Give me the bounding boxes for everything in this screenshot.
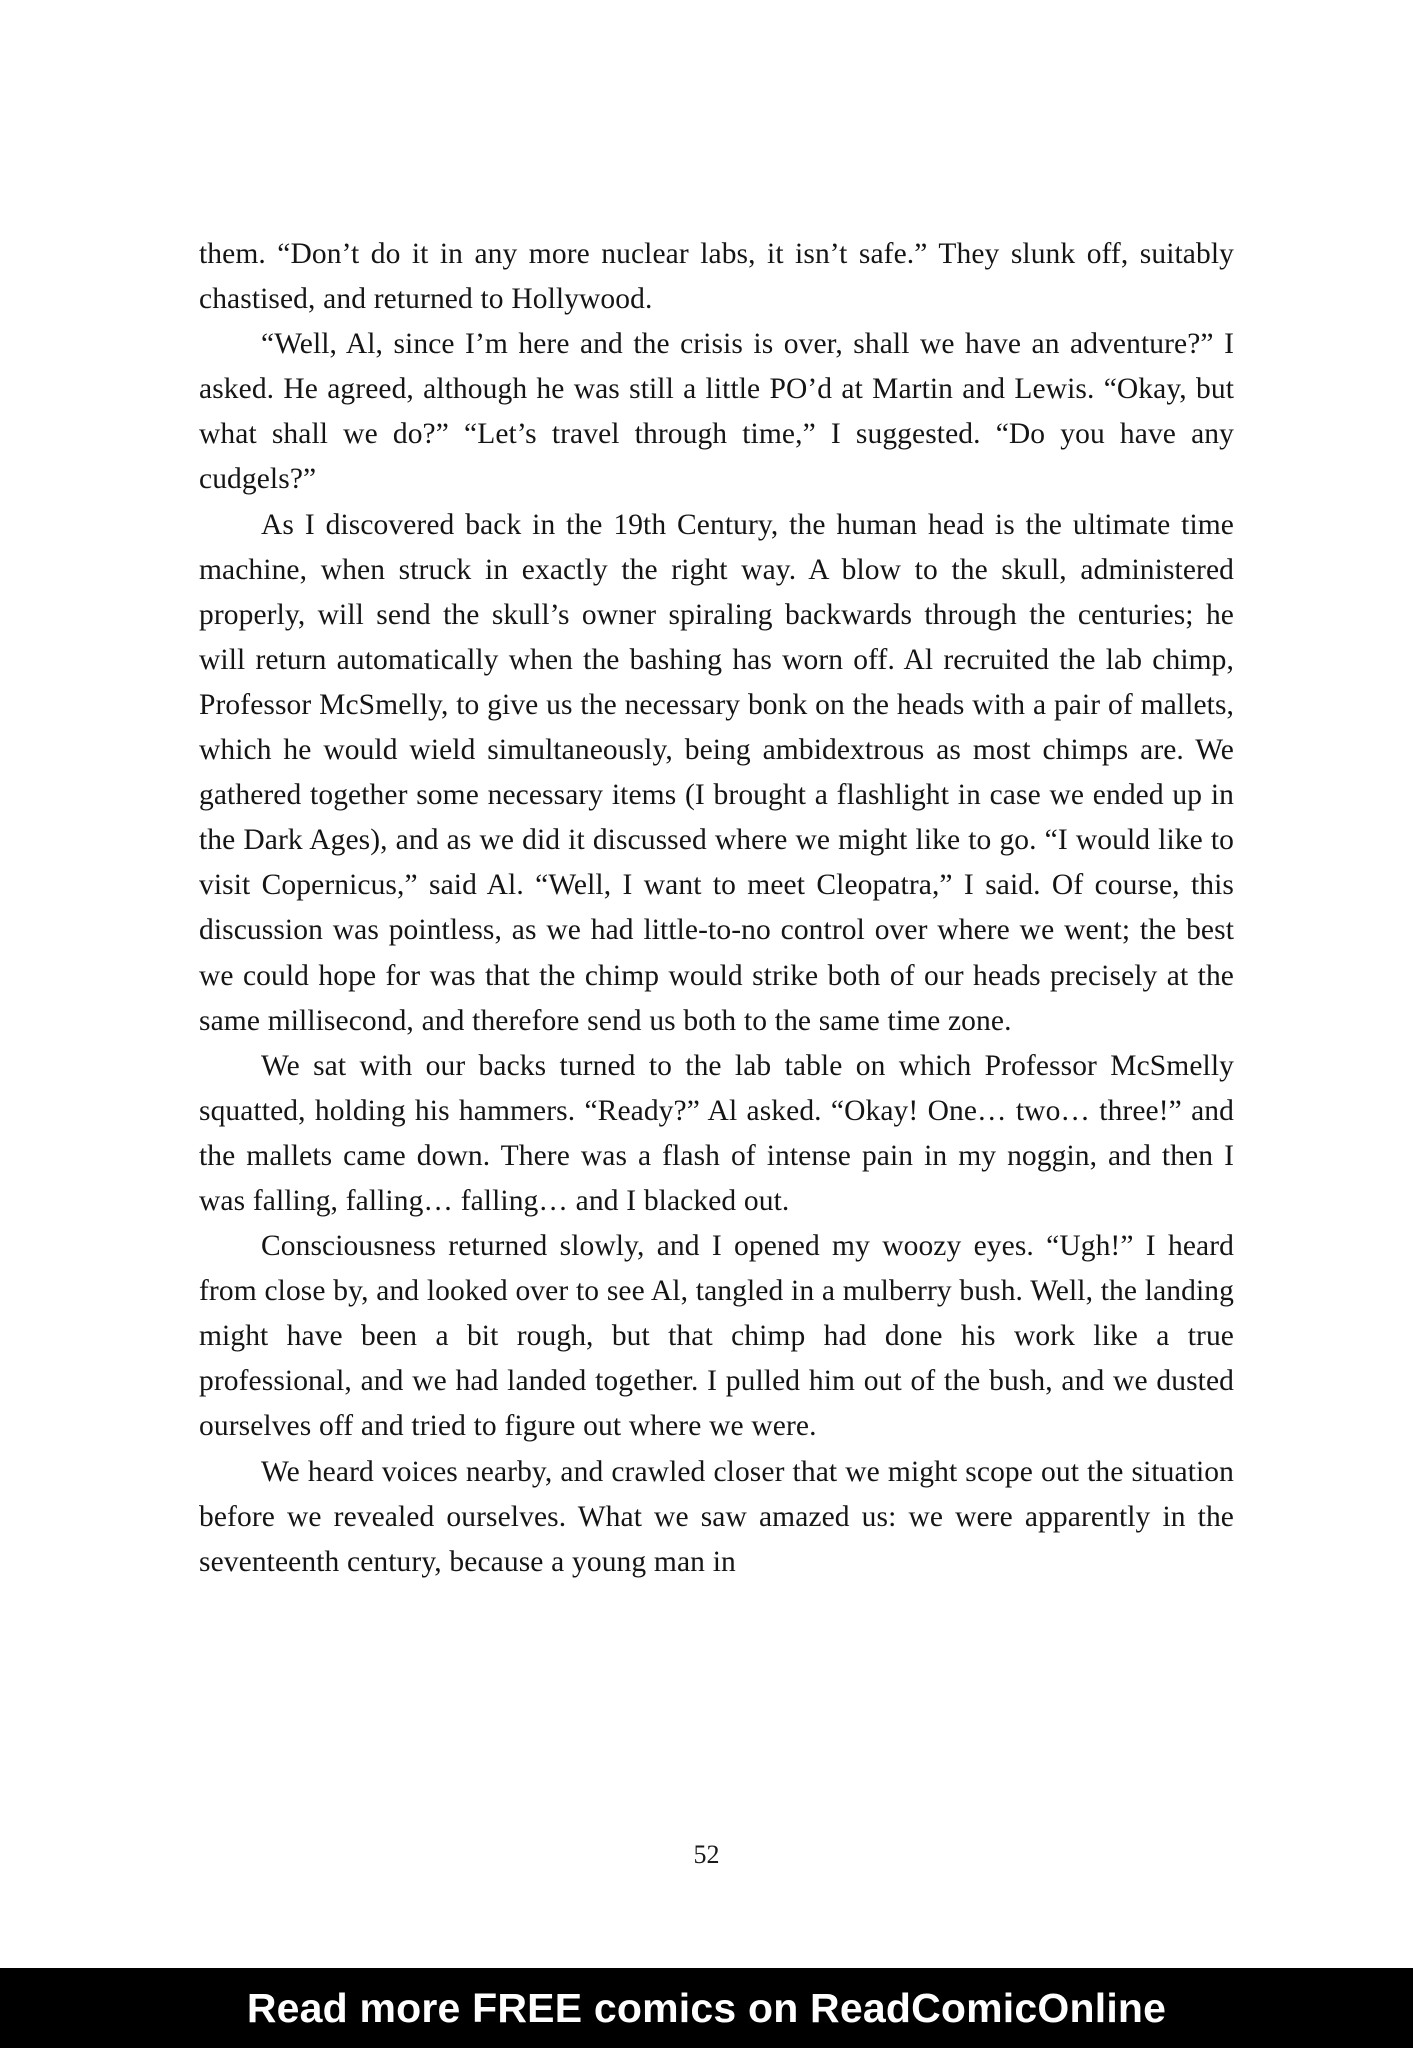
promo-banner-label: Read more FREE comics on ReadComicOnline [246,1985,1167,2031]
page-text-column [199,232,1234,1585]
body-paragraph: As I discovered back in the 19th Century, the human head is the ultimate time machine, when struck in exactly the right way. A blow to the skull, administered properly, will send the skull’s owner spiraling backwards through the centuries; he will return automatically when the bashing has worn off. Al recruited the lab chimp, Professor McSmelly, to give us the necessary bonk on the heads with a pair of mallets, which he would wield simultaneously, being ambidextrous as most chimps are. We gathered together some necessary items (I brought a flashlight in case we ended up in the Dark Ages), and as we did it discussed where we might like to go. “I would like to visit Copernicus,” said Al. “Well, I want to meet Cleopatra,” I said. Of course, this discussion was pointless, as we had little-to-no control over where we went; the best we could hope for was that the chimp would strike both of our heads precisely at the same millisecond, and therefore send us both to the same time zone. [199,508,1234,1037]
page-number: 52 [693,1840,720,1869]
body-paragraph: them. “Don’t do it in any more nuclear labs, it isn’t safe.” They slunk off, suitably chastised, and returned to Hollywood. [199,238,1234,316]
body-paragraph: “Well, Al, since I’m here and the crisis is over, shall we have an adventure?” I asked. He agreed, although he was still a little PO’d at Martin and Lewis. “Okay, but what shall we do?” “Let’s travel through time,” I suggested. “Do you have any cudgels?” [199,328,1234,496]
body-paragraph: Consciousness returned slowly, and I opened my woozy eyes. “Ugh!” I heard from close by, and looked over to see Al, tangled in a mulberry bush. Well, the landing might have been a bit rough, but that chimp had done his work like a true professional, and we had landed together. I pulled him out of the bush, and we dusted ourselves off and tried to figure out where we were. [199,1230,1234,1443]
promo-banner[interactable] [0,1968,1413,2048]
body-paragraph: We sat with our backs turned to the lab table on which Professor McSmelly squatted, holding his hammers. “Ready?” Al asked. “Okay! One… two… three!” and the mallets came down. There was a flash of intense pain in my noggin, and then I was falling, falling… falling… and I blacked out. [199,1049,1234,1217]
body-paragraph: We heard voices nearby, and crawled closer that we might scope out the situation before we revealed ourselves. What we saw amazed us: we were apparently in the seventeenth century, because a young man in [199,1455,1234,1578]
